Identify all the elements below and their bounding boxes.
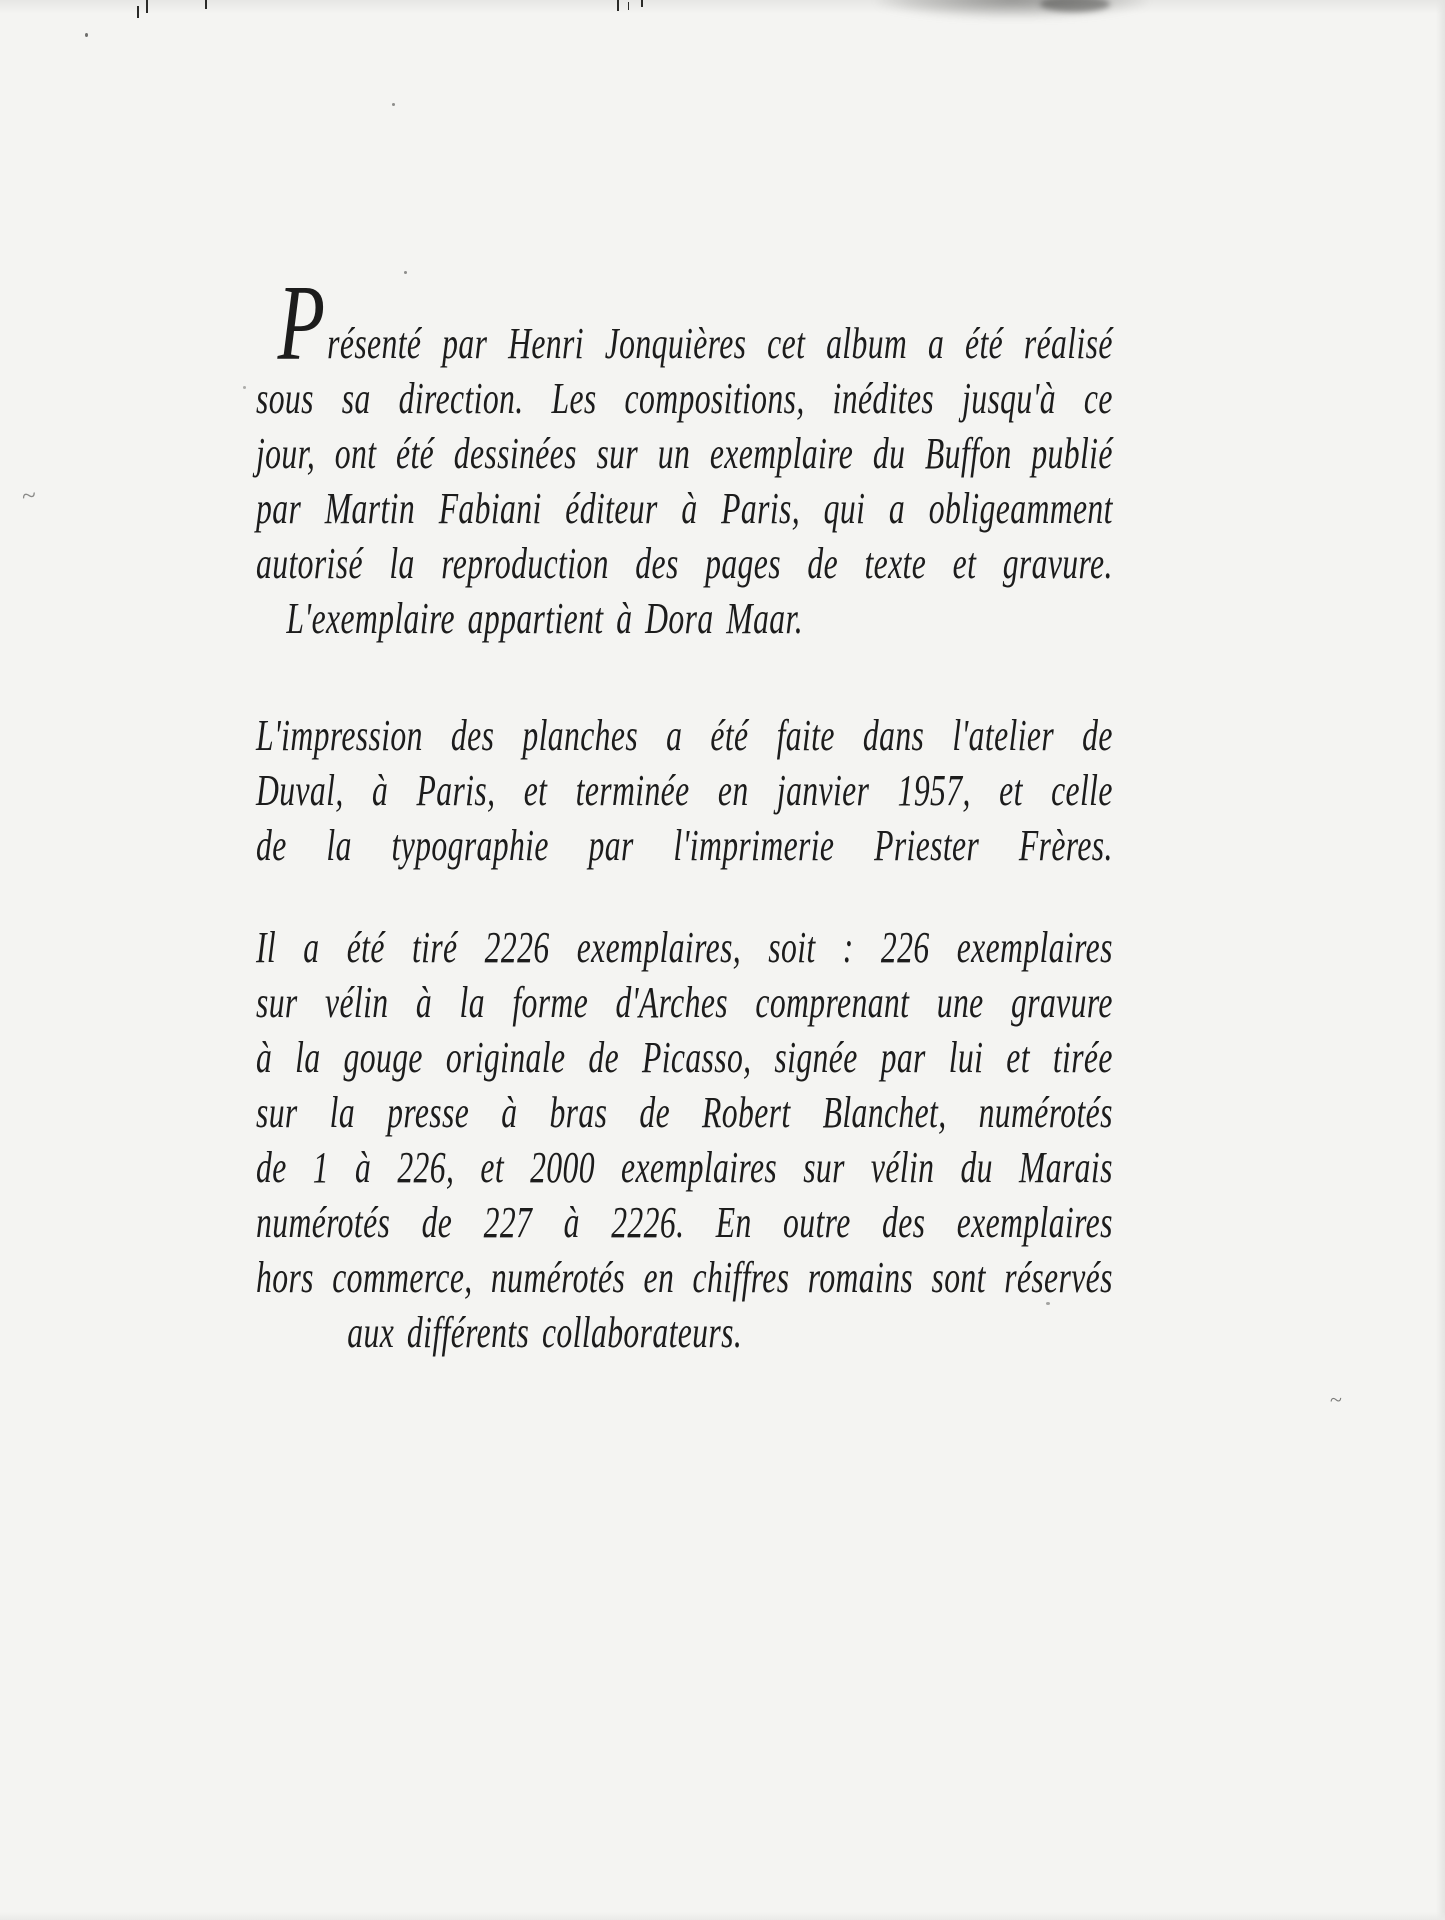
paper-speck bbox=[243, 386, 246, 389]
text-line-content: résenté par Henri Jonquières cet album a été réalisé bbox=[327, 319, 1113, 368]
text-line: L'exemplaire appartient à Dora Maar. bbox=[286, 594, 804, 643]
scanned-page: ~ ~ Présenté par Henri Jonquières cet album a été réalisé sous sa direction. Les compositions, inédites jusqu'à ce jour, ont été dessinées sur un exemplaire du Buffon publié par Martin Fabiani éditeur à Paris, qui a obligeamment autorisé la reproduction des pages de texte et gravure. L'exemplaire appartient à Dora Maar. L'impression des planches a été faite dans l'atelier de Duval, à Paris, et terminée en janvier 1957, et celle de la typographie par l'imprimerie Priester Frères. Il a été tiré 2226 exemplaires, soit : 226 exemplaires sur vélin à la forme d'Arches comprenant une gravure à la gouge originale de Picasso, signée par lui et tirée sur la presse à bras de Robert Blanchet, numérotés de 1 à 226, et 2000 exemplaires sur vélin du Marais numérotés de 227 à 2226. En outre des exemplaires hors commerce, numérotés en chiffres romains sont réservés aux différents collaborateurs. bbox=[0, 0, 1445, 1920]
paragraph-printing bbox=[256, 708, 1445, 873]
text-line: sur vélin à la forme d'Arches comprenant une gravure bbox=[256, 978, 1113, 1027]
text-line: numérotés de 227 à 2226. En outre des exemplaires bbox=[256, 1198, 1113, 1247]
text-line: jour, ont été dessinées sur un exemplaire du Buffon publié bbox=[256, 429, 1113, 478]
text-line: de 1 à 226, et 2000 exemplaires sur vélin du Marais bbox=[256, 1143, 1113, 1192]
scan-bottom-shadow bbox=[0, 1912, 1445, 1920]
text-line: de la typographie par l'imprimerie Priester Frères. bbox=[256, 821, 1113, 870]
scan-edge-mark bbox=[205, 0, 207, 9]
text-line: Il a été tiré 2226 exemplaires, soit : 226 exemplaires bbox=[256, 923, 1113, 972]
paper-speck bbox=[85, 33, 88, 37]
text-line: Duval, à Paris, et terminée en janvier 1957, et celle bbox=[256, 766, 1113, 815]
text-line: autorisé la reproduction des pages de texte et gravure. bbox=[256, 539, 1113, 588]
text-line: par Martin Fabiani éditeur à Paris, qui a obligeamment bbox=[256, 484, 1113, 533]
text-line: aux différents collaborateurs. bbox=[347, 1308, 743, 1357]
paragraph-presentation bbox=[256, 264, 1445, 646]
scan-edge-mark bbox=[137, 6, 139, 18]
text-line: à la gouge originale de Picasso, signée par lui et tirée bbox=[256, 1033, 1113, 1082]
scan-edge-mark bbox=[146, 0, 148, 13]
text-line: sur la presse à bras de Robert Blanchet, numérotés bbox=[256, 1088, 1113, 1137]
text-line: sous sa direction. Les compositions, inédites jusqu'à ce bbox=[256, 374, 1113, 423]
colophon-text bbox=[256, 264, 1126, 1360]
paper-speck bbox=[404, 271, 407, 274]
scan-edge-mark bbox=[641, 0, 643, 7]
text-line: L'impression des planches a été faite dans l'atelier de bbox=[256, 711, 1113, 760]
scan-edge-mark bbox=[617, 0, 619, 11]
text-line: hors commerce, numérotés en chiffres romains sont réservés bbox=[256, 1253, 1113, 1302]
initial-capital: P bbox=[277, 264, 326, 383]
scan-edge-mark bbox=[628, 2, 629, 10]
paper-speck bbox=[392, 103, 395, 106]
paragraph-edition bbox=[256, 920, 1445, 1360]
scan-top-shadow bbox=[0, 0, 1445, 14]
pencil-mark: ~ bbox=[19, 480, 38, 511]
text-line bbox=[256, 264, 1113, 383]
